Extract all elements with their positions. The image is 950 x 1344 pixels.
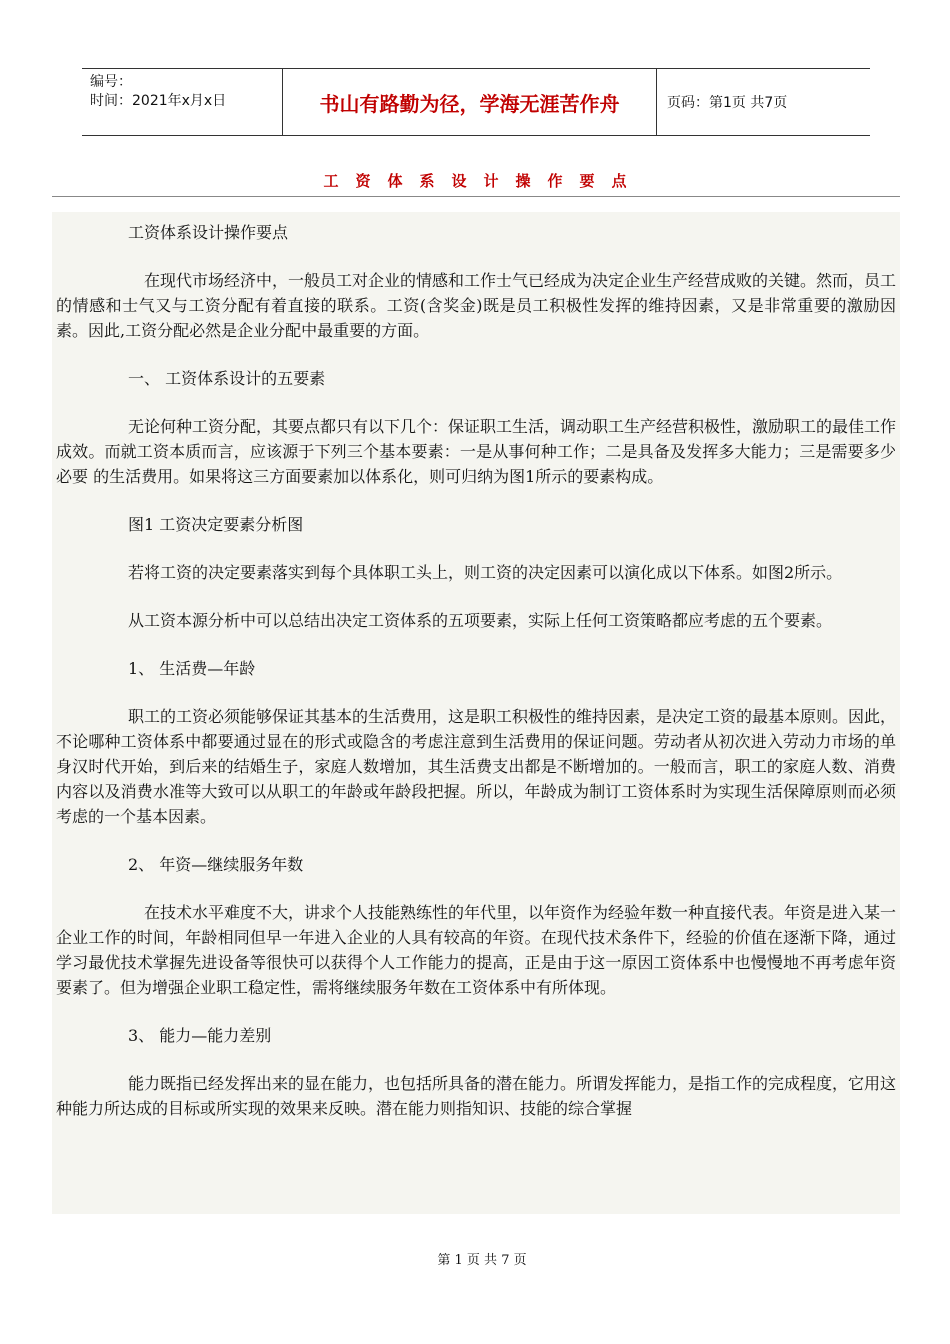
header-table (82, 68, 870, 136)
figure-caption-1: 图1 工资决定要素分析图 (128, 515, 304, 534)
paragraph-five-elements-summary: 从工资本源分析中可以总结出决定工资体系的五项要素，实际上任何工资策略都应考虑的五个要素。 (128, 611, 833, 630)
paragraph-figure-2: 若将工资的决定要素落实到每个具体职工头上，则工资的决定因素可以演化成以下体系。如图2所示。 (128, 563, 843, 582)
header-motto: 书山有路勤为径，学海无涯苦作舟 (282, 69, 657, 135)
paragraph-seniority: 在技术水平难度不大，讲求个人技能熟练性的年代里，以年资作为经验年数一种直接代表。年资是进入某一企业工作的时间，年龄相同但早一年进入企业的人具有较高的年资。在现代技术条件下，经验的价值在逐渐下降，通过学习最优技术掌握先进设备等很快可以获得个人工作能力的提高，正是由于这一原因工资体系中也慢慢地不再考虑年资要素了。但为增强企业职工稳定性，需将继续服务年数在工资体系中有所体现。 (56, 903, 897, 997)
document-number-label: 编号： (90, 74, 132, 90)
title-divider (52, 196, 900, 197)
document-body (52, 212, 900, 1214)
header-left-cell (82, 69, 282, 135)
header-page-info: 页码：第1页 共7页 (667, 95, 788, 111)
paragraph-living-cost: 职工的工资必须能够保证其基本的生活费用，这是职工积极性的维持因素，是决定工资的最基本原则。因此，不论哪种工资体系中都要通过显在的形式或隐含的考虑注意到生活费用的保证问题。劳动者从初次进入劳动力市场的单身汉时代开始，到后来的结婚生子，家庭人数增加，其生活费支出都是不断增加的。一般而言，职工的家庭人数、消费内容以及消费水准等大致可以从职工的年龄或年龄段把握。所以，年龄成为制订工资体系时为实现生活保障原则而必须考虑的一个基本因素。 (56, 707, 897, 826)
body-heading: 工资体系设计操作要点 (128, 223, 289, 242)
subheading-ability: 3、 能力—能力差别 (128, 1026, 272, 1045)
section-heading-five-elements: 一、 工资体系设计的五要素 (128, 369, 326, 388)
document-title: 工资体系设计操作要点 (323, 172, 644, 190)
subheading-seniority: 2、 年资—继续服务年数 (128, 855, 304, 874)
subheading-living-cost-age: 1、 生活费—年龄 (128, 659, 256, 678)
paragraph-three-elements: 无论何种工资分配，其要点都只有以下几个：保证职工生活，调动职工生产经营积极性，激励职工的最佳工作成效。而就工资本质而言，应该源于下列三个基本要素：一是从事何种工作；二是具备及发挥多大能力；三是需要多少必要 的生活费用。如果将这三方面要素加以体系化，则可归纳为图1所示的要素构成。 (56, 417, 897, 486)
paragraph-intro: 在现代市场经济中，一般员工对企业的情感和工作士气已经成为决定企业生产经营成败的关键。然而，员工的情感和士气又与工资分配有着直接的联系。工资(含奖金)既是员工积极性发挥的维持因素，又是非常重要的激励因素。因此,工资分配必然是企业分配中最重要的方面。 (56, 271, 897, 340)
page-footer: 第 1 页 共 7 页 (437, 1253, 527, 1268)
document-time-label: 时间：2021年x月x日 (90, 93, 227, 109)
paragraph-ability: 能力既指已经发挥出来的显在能力，也包括所具备的潜在能力。所谓发挥能力，是指工作的完成程度，它用这种能力所达成的目标或所实现的效果来反映。潜在能力则指知识、技能的综合掌握 (56, 1074, 897, 1118)
